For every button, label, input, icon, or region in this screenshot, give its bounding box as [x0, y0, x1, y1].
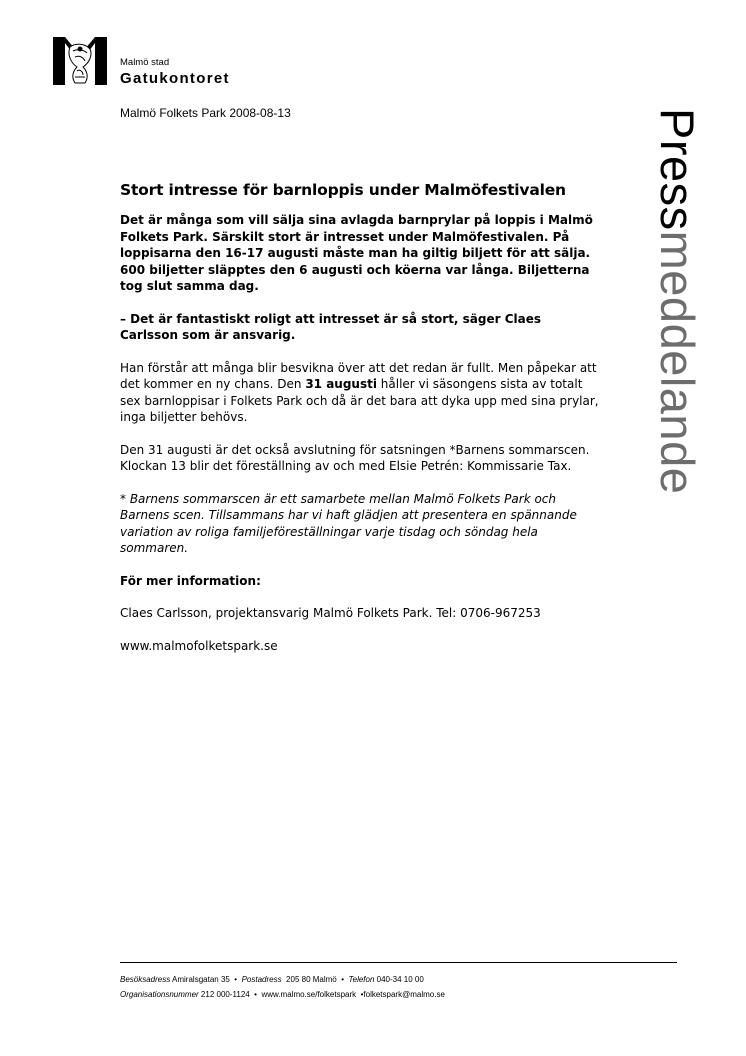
para1-text-c: håller vi säsongens sista av totalt sex barnloppisar i Folkets Park och då är det bara att dyka upp med sina prylar, inga biljetter behövs.	[120, 377, 599, 424]
post-address-label: Postadress	[241, 975, 282, 984]
phone-label: Telefon	[348, 975, 375, 984]
post-address-value: 205 80 Malmö	[283, 975, 337, 984]
footer-separator: •	[234, 975, 238, 984]
visit-address-value: Amiralsgatan 35	[170, 975, 230, 984]
website-link[interactable]: www.malmofolketspark.se	[120, 638, 278, 653]
footnote-paragraph: * Barnens sommarscen är ett samarbete mellan Malmö Folkets Park och Barnens scen. Tillsammans har vi haft glädjen att presentera en spännande variation av roliga familjeföreställningar varje tisdag och söndag hela sommaren.	[120, 491, 577, 555]
pressmeddelande-vertical-heading	[651, 108, 704, 548]
footer-email-link[interactable]: folketspark@malmo.se	[363, 990, 445, 999]
press-release-body	[120, 180, 600, 670]
footer-divider	[120, 962, 677, 963]
dateline: Malmö Folkets Park 2008-08-13	[120, 106, 291, 120]
visit-address-label: Besöksadress	[120, 975, 171, 984]
org-number-value: 212 000-1124	[198, 990, 250, 999]
contact-line: Claes Carlsson, projektansvarig Malmö Folkets Park. Tel: 0706-967253	[120, 606, 541, 620]
footer-web-link[interactable]: www.malmo.se/folketspark	[261, 990, 357, 999]
vertical-word-press: Press	[651, 108, 704, 231]
body-paragraph-2: Den 31 augusti är det också avslutning för satsningen *Barnens sommarscen. Klockan 13 blir det föreställning av och med Elsie Petrén: Kommissarie Tax.	[120, 442, 590, 473]
body-paragraph-1	[120, 360, 600, 426]
phone-value: 040-34 10 00	[374, 975, 424, 984]
lead-paragraph: Det är många som vill sälja sina avlagda barnprylar på loppis i Malmö Folkets Park. Särskilt stort är intresset under Malmöfestivalen. På loppisarna den 16-17 augusti måste man ha giltig biljett för att sälja. 600 biljetter släpptes den 6 augusti och köerna var långa. Biljetterna tog slut samma dag.	[120, 213, 593, 293]
footer-separator: •	[341, 975, 345, 984]
para1-emphasis-date: 31 augusti	[305, 377, 377, 391]
footer-separator: •	[254, 990, 257, 999]
org-number-label: Organisationsnummer	[120, 990, 199, 999]
article-title: Stort intresse för barnloppis under Malmöfestivalen	[120, 181, 566, 199]
more-info-heading: För mer information:	[120, 573, 261, 588]
footer-line-2	[120, 987, 445, 1002]
org-name-department: Gatukontoret	[120, 70, 230, 87]
footer-line-1	[120, 972, 445, 987]
para1-text-a: Han förstår att många blir besvikna över att det redan är fullt. Men påpekar att det kommer en ny chans. Den	[120, 360, 597, 391]
malmo-coat-of-arms-logo	[53, 37, 107, 85]
quote-paragraph: – Det är fantastiskt roligt att intresset är så stort, säger Claes Carlsson som är ansvarig.	[120, 311, 542, 342]
vertical-word-meddelande: meddelande	[651, 230, 704, 495]
org-name-small: Malmö stad	[120, 57, 170, 68]
footer	[120, 972, 445, 1002]
footer-separator: •	[360, 990, 364, 999]
